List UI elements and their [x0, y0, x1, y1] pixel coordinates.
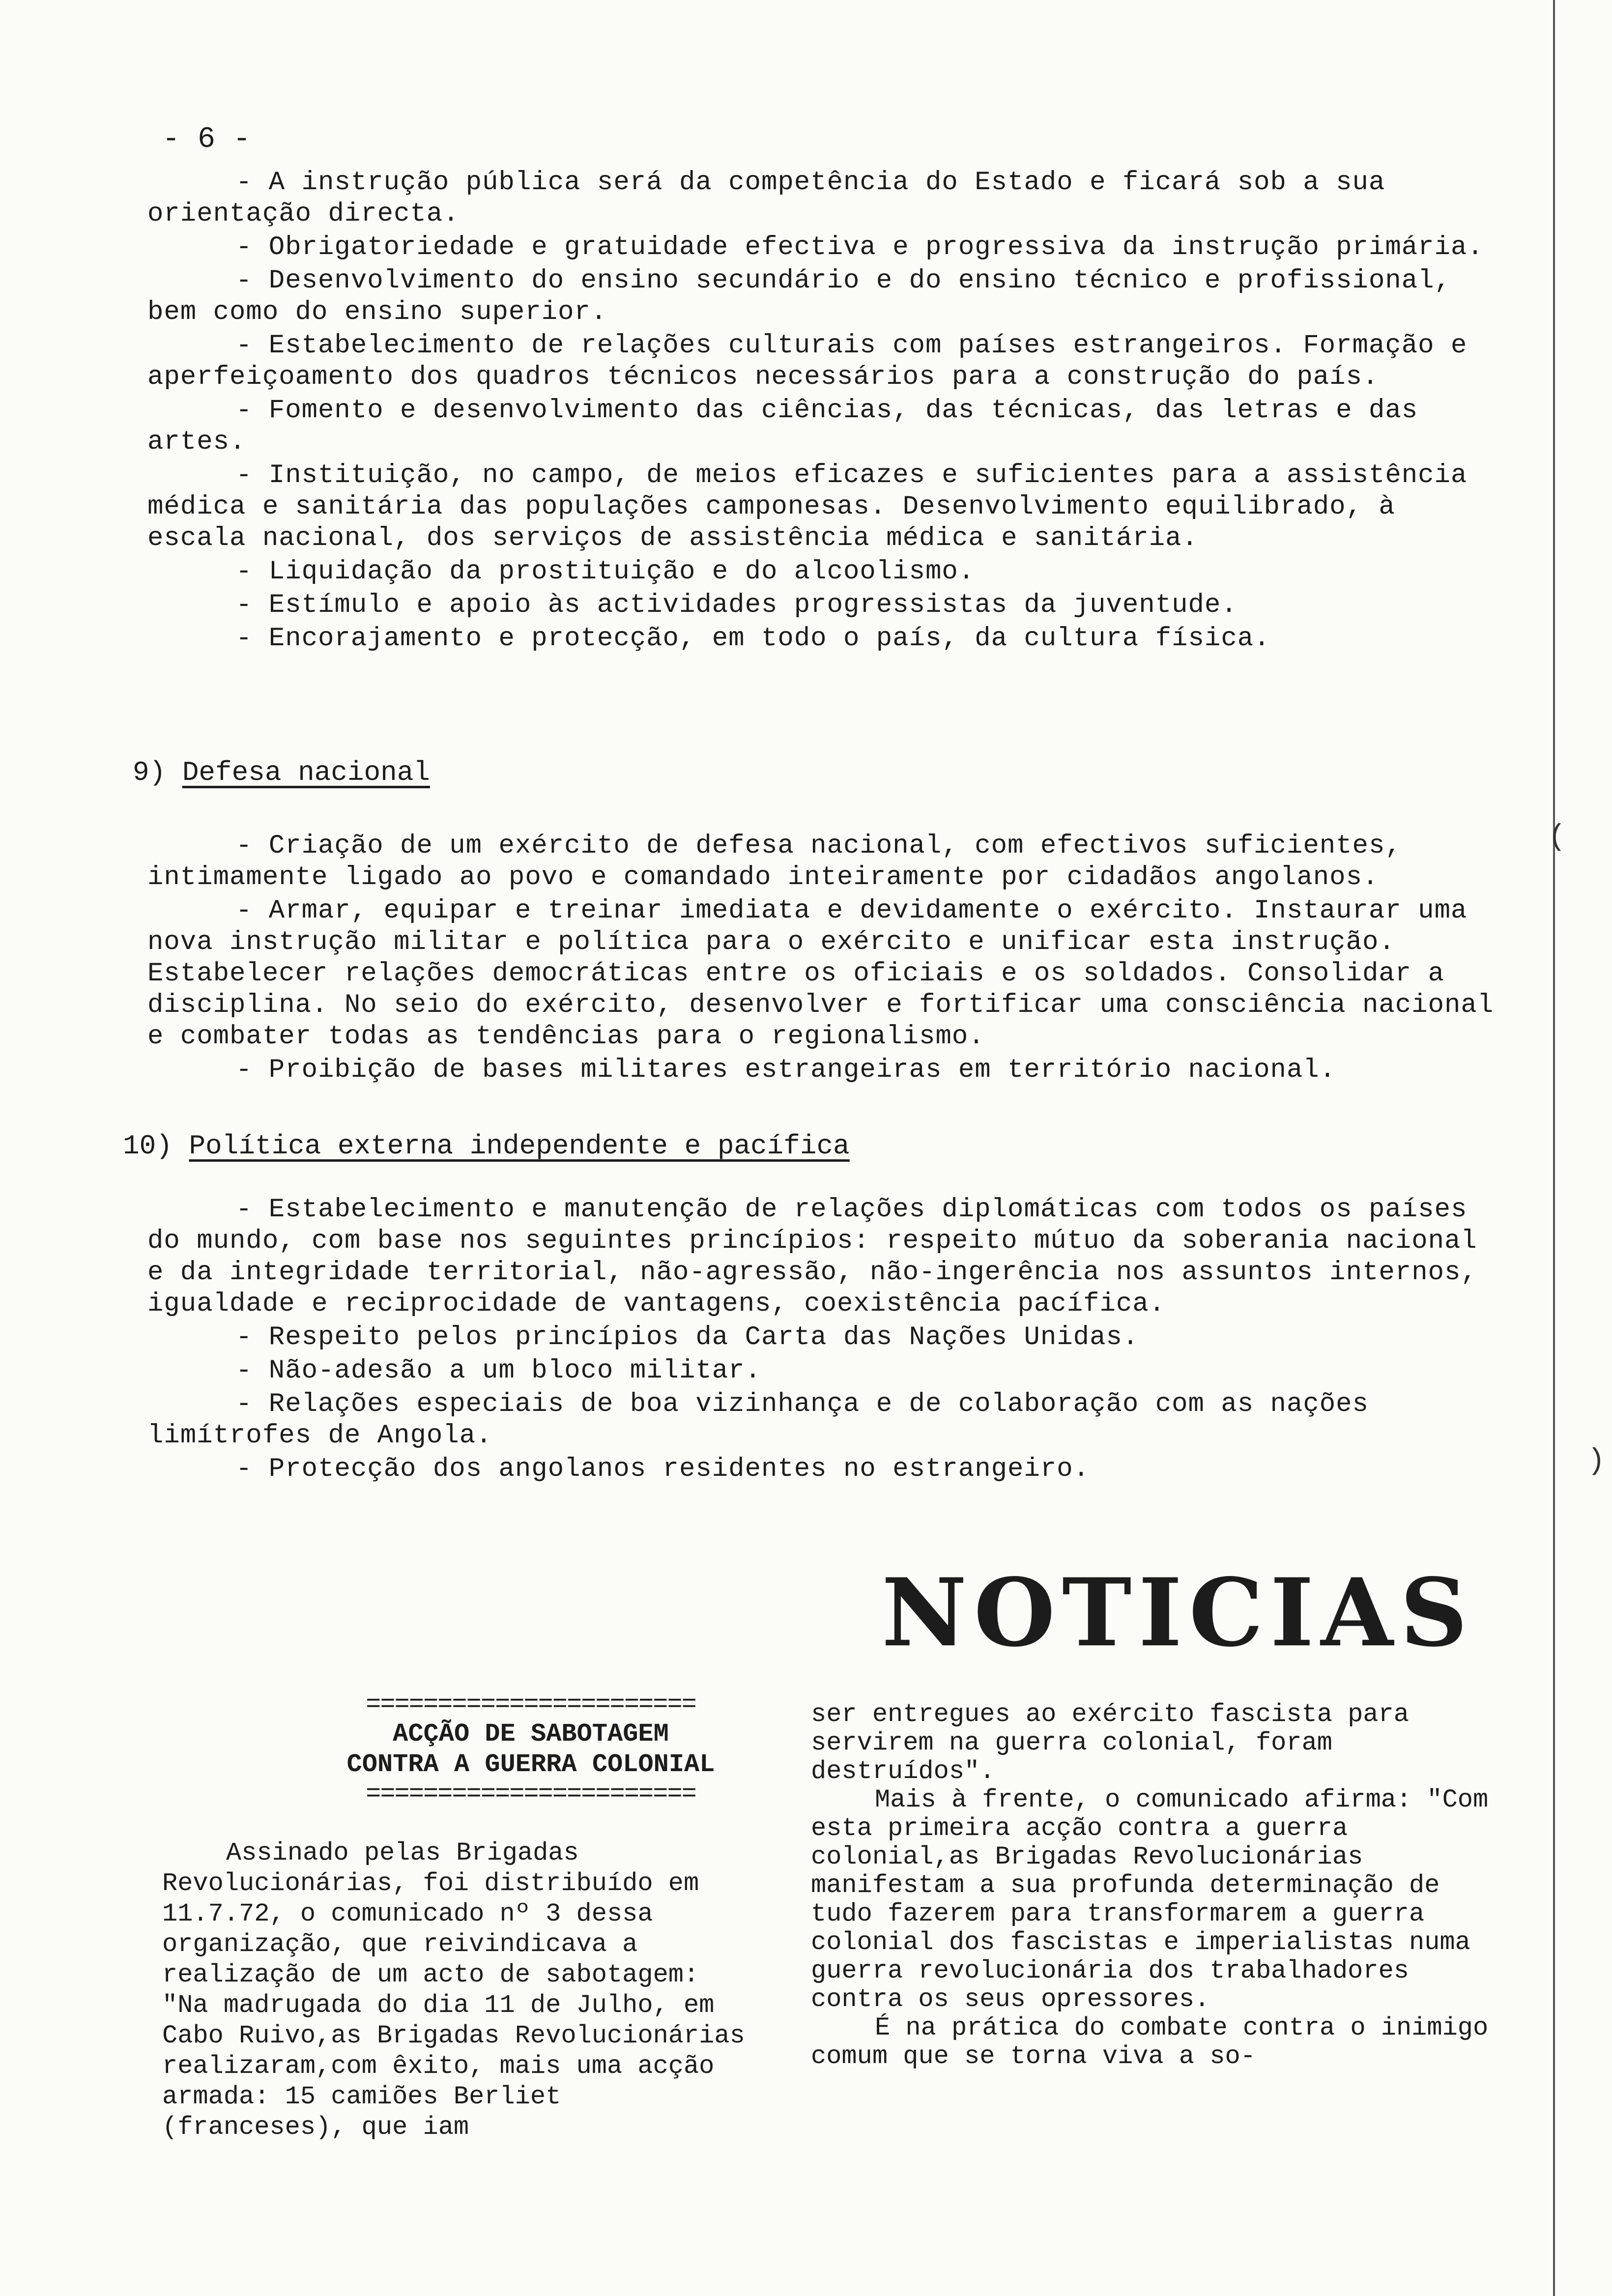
list-item: - Estímulo e apoio às actividades progressistas da juventude.: [236, 590, 1238, 620]
article-paragraph: Assinado pelas Brigadas Revolucionárias, foi distribuído em 11.7.72, o comunicado nº 3 dessa organização, que reivindicava a realização de um acto de sabotagem: "Na madrugada do dia 11 de Julho, em Cabo Ruivo,as Brigadas Revolucionárias realizaram,com êxito, mais uma acção armada: 15 camiões Berliet (franceses), que iam: [162, 1838, 745, 2142]
list-item: - Criação de um exército de defesa nacional, com efectivos suficientes, intimamente ligado ao povo e comandado inteiramente por cidadãos angolanos.: [147, 831, 1402, 892]
section-10-heading: [123, 1130, 850, 1162]
list-item: - Proibição de bases militares estrangeiras em território nacional.: [236, 1055, 1336, 1085]
section-8-list: [147, 167, 1504, 657]
margin-mark-lower: ): [1587, 1445, 1606, 1478]
list-item: - Estabelecimento e manutenção de relações diplomáticas com todos os países do mundo, com base nos seguintes princípios: respeito mútuo da soberania nacional e da integridade territorial, não-agressão, não-ingerência nos assuntos internos, igualdade e reciprocidade de vantagens, coexistência pacífica.: [147, 1195, 1477, 1319]
article-paragraph: ser entregues ao exército fascista para servirem na guerra colonial, foram destruídos".: [811, 1700, 1409, 1786]
article-title-line1: ACÇÃO DE SABOTAGEM: [393, 1720, 669, 1749]
section-9-heading: [133, 757, 430, 788]
list-item: - Encorajamento e protecção, em todo o país, da cultura física.: [236, 624, 1270, 654]
article-title-line2: CONTRA A GUERRA COLONIAL: [346, 1750, 715, 1779]
section-10-list: [147, 1194, 1504, 1487]
title-rule-bottom: =======================: [366, 1779, 696, 1808]
section-title: Defesa nacional: [182, 757, 430, 788]
article-paragraph: É na prática do combate contra o inimigo comum que se torna viva a so-: [811, 2013, 1489, 2071]
list-item: - Obrigatoriedade e gratuidade efectiva e progressiva da instrução primária.: [236, 232, 1484, 262]
list-item: - Desenvolvimento do ensino secundário e do ensino técnico e profissional, bem como do ensino superior.: [147, 266, 1451, 327]
list-item: - Armar, equipar e treinar imediata e devidamente o exército. Instaurar uma nova instrução militar e política para o exército e unificar esta instrução. Estabelecer relações democráticas entre os oficiais e os soldados. Consolidar a disciplina. No seio do exército, desenvolver e fortificar uma consciência nacional e combater todas as tendências para o regionalismo.: [147, 896, 1494, 1052]
list-item: - A instrução pública será da competência do Estado e ficará sob a sua orientação directa.: [147, 168, 1385, 229]
list-item: - Liquidação da prostituição e do alcoolismo.: [236, 557, 975, 587]
list-item: - Respeito pelos princípios da Carta das Nações Unidas.: [236, 1322, 1139, 1352]
list-item: - Não-adesão a um bloco militar.: [236, 1356, 761, 1386]
section-9-list: [147, 831, 1504, 1088]
margin-mark-upper: (: [1548, 821, 1566, 854]
section-title: Política externa independente e pacífica: [189, 1130, 850, 1162]
list-item: - Protecção dos angolanos residentes no estrangeiro.: [236, 1454, 1090, 1484]
article-paragraph: Mais à frente, o comunicado afirma: "Com esta primeira acção contra a guerra colonial,as Brigadas Revolucionárias manifestam a sua profunda determinação de tudo fazerem para transformarem a guerra colonial dos fascistas e imperialistas numa guerra revolucionária dos trabalhadores contra os seus opressores.: [811, 1785, 1489, 2014]
article-column-left: [162, 1691, 752, 2143]
list-item: - Instituição, no campo, de meios eficazes e suficientes para a assistência médica e sanitária das populações camponesas. Desenvolvimento equilibrado, à escala nacional, dos serviços de assistência médica e sanitária.: [147, 460, 1468, 553]
section-number: 9): [133, 757, 166, 788]
page-number: - 6 -: [162, 123, 251, 156]
list-item: - Fomento e desenvolvimento das ciências, das técnicas, das letras e das artes.: [147, 396, 1418, 457]
section-number: 10): [123, 1130, 173, 1162]
noticias-heading: NOTICIAS: [881, 1558, 1474, 1667]
article-column-right: [811, 1700, 1489, 2071]
title-rule-top: =======================: [366, 1690, 696, 1719]
list-item: - Estabelecimento de relações culturais com países estrangeiros. Formação e aperfeiçoamento dos quadros técnicos necessários para a construção do país.: [147, 331, 1468, 392]
page-edge-line: [1553, 0, 1555, 2296]
list-item: - Relações especiais de boa vizinhança e de colaboração com as nações limítrofes de Angola.: [147, 1389, 1369, 1451]
